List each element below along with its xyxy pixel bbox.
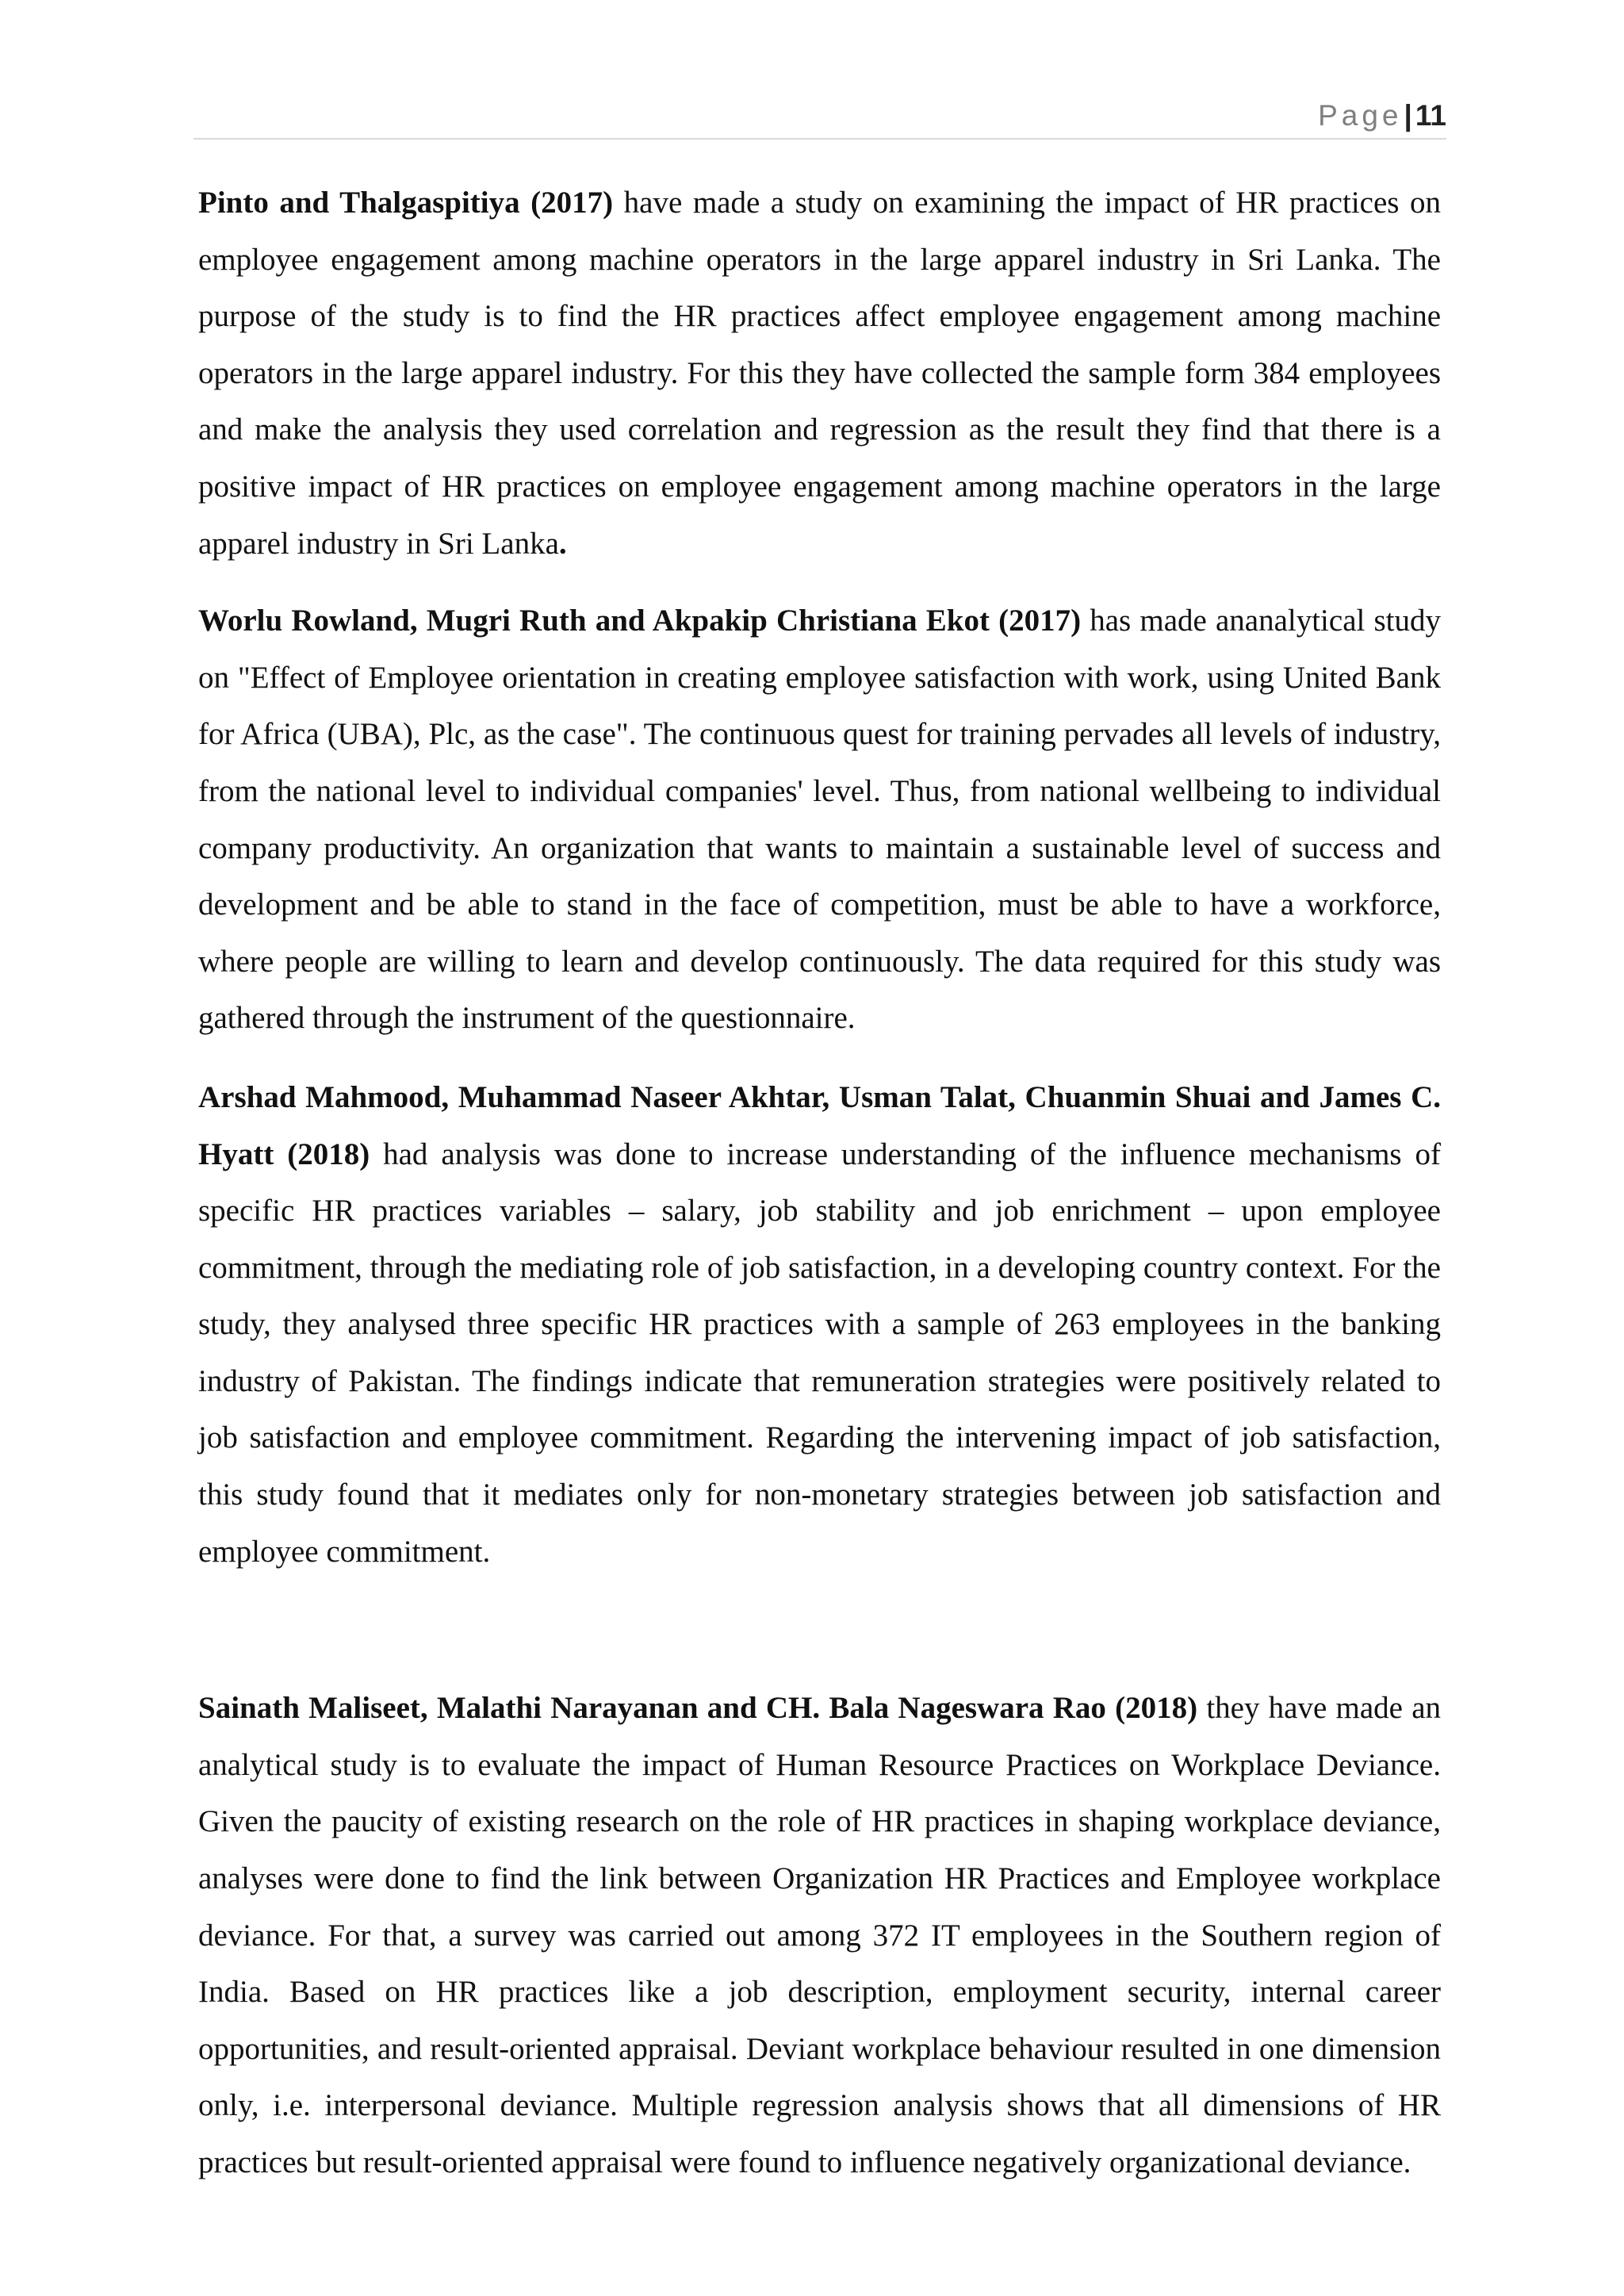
paragraph-maliseet <box>198 1680 1441 2191</box>
citation-authors: Worlu Rowland, Mugri Ruth and Akpakip Christiana Ekot (2017) <box>198 604 1082 638</box>
paragraph-text: they have made an analytical study is to evaluate the impact of Human Resource Practices on Workplace Deviance. Given the paucity of existing research on the role of HR practices in shaping workplace deviance, analyses were done to find the link between Organization HR Practices and Employee workplace deviance. For that, a survey was carried out among 372 IT employees in the Southern region of India. Based on HR practices like a job description, employment security, internal career opportunities, and result-oriented appraisal. Deviant workplace behaviour resulted in one dimension only, i.e. interpersonal deviance. Multiple regression analysis shows that all dimensions of HR practices but result-oriented appraisal were found to influence negatively organizational deviance. <box>198 1691 1442 2179</box>
paragraph-end-period: . <box>558 526 567 561</box>
page-header <box>193 94 1446 140</box>
paragraph-text: have made a study on examining the impact of HR practices on employee engagement among machine operators in the large apparel industry in Sri Lanka. The purpose of the study is to find the HR practices affect employee engagement among machine operators in the large apparel industry. For this they have collected the sample form 384 employees and make the analysis they used correlation and regression as the result they find that there is a positive impact of HR practices on employee engagement among machine operators in the large apparel industry in Sri Lanka <box>198 186 1441 561</box>
page-separator: | <box>1404 99 1412 132</box>
paragraph-worlu <box>198 592 1441 1047</box>
citation-authors: Pinto and Thalgaspitiya (2017) <box>198 186 614 220</box>
document-body <box>198 174 1441 2191</box>
paragraph-mahmood <box>198 1069 1441 1580</box>
paragraph-text: has made ananalytical study on "Effect of Employee orientation in creating employee satisfaction with work, using United Bank for Africa (UBA), Plc, as the case". The continuous quest for training pervades all levels of industry, from the national level to individual companies' level. Thus, from national wellbeing to individual company productivity. An organization that wants to maintain a sustainable level of success and development and be able to stand in the face of competition, must be able to have a workforce, where people are willing to learn and develop continuously. The data required for this study was gathered through the instrument of the questionnaire. <box>198 604 1441 1036</box>
citation-authors: Arshad Mahmood, Muhammad Naseer Akhtar, Usman Talat, Chuanmin Shuai and James C. Hyatt (2018) <box>198 1079 1441 1171</box>
page-label: Page <box>1318 99 1403 132</box>
citation-authors: Sainath Maliseet, Malathi Narayanan and CH. Bala Nageswara Rao (2018) <box>198 1691 1198 1726</box>
paragraph-pinto <box>198 174 1441 572</box>
paragraph-text: had analysis was done to increase understanding of the influence mechanisms of specific HR practices variables – salary, job stability and job enrichment – upon employee commitment, through the mediating role of job satisfaction, in a developing country context. For the study, they analysed three specific HR practices with a sample of 263 employees in the banking industry of Pakistan. The findings indicate that remuneration strategies were positively related to job satisfaction and employee commitment. Regarding the intervening impact of job satisfaction, this study found that it mediates only for non-monetary strategies between job satisfaction and employee commitment. <box>198 1137 1441 1569</box>
page-number: 11 <box>1415 99 1446 132</box>
